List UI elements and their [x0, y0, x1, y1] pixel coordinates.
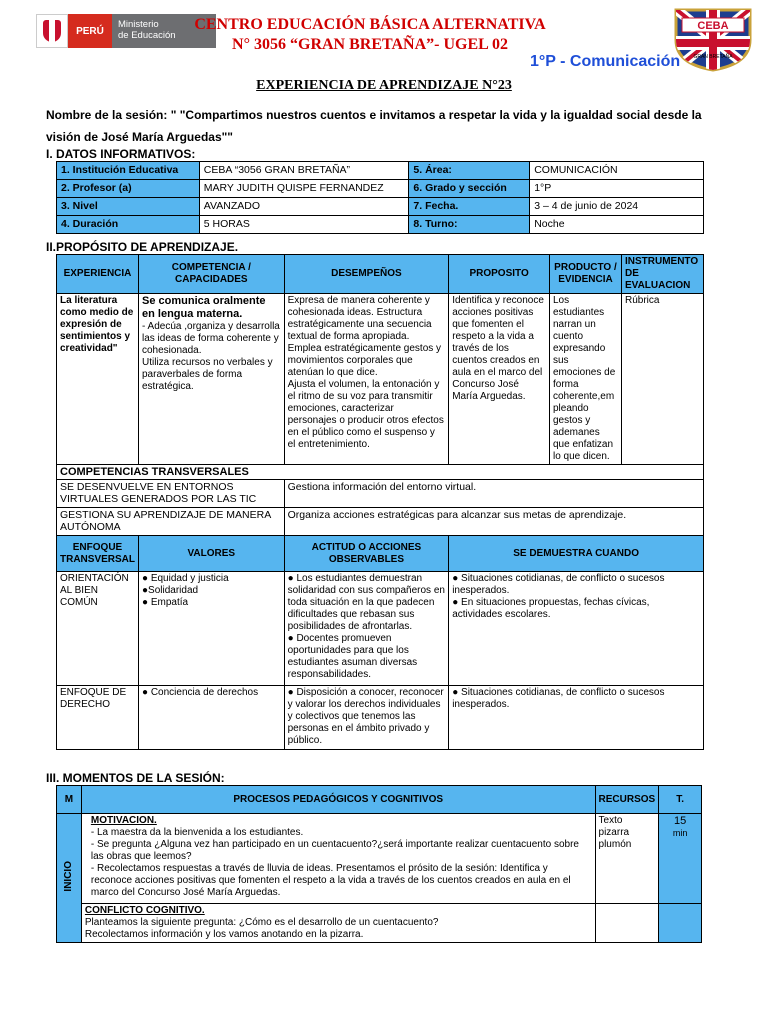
- enfoque-valores: ● Conciencia de derechos: [139, 686, 285, 750]
- logo-subtext: GRAN BRETAÑA: [693, 54, 733, 60]
- section-proposito-title: II.PROPÓSITO DE APRENDIZAJE.: [46, 240, 239, 254]
- conflicto-row: [57, 904, 702, 943]
- info-key: 3. Nivel: [57, 198, 200, 216]
- enfoque-cuando: ● Situaciones cotidianas, de conflicto o sucesos inesperados.: [449, 686, 704, 750]
- info-row: [57, 162, 704, 180]
- transversal-competencia: SE DESENVUELVE EN ENTORNOS VIRTUALES GENERADOS POR LAS TIC: [57, 480, 285, 508]
- inicio-label: INICIO: [62, 860, 74, 892]
- section-momentos-title: III. MOMENTOS DE LA SESIÓN:: [46, 771, 225, 785]
- moments-table: [56, 785, 702, 943]
- header-enfoque: ENFOQUE TRANSVERSAL: [57, 536, 139, 572]
- info-key: 6. Grado y sección: [409, 180, 530, 198]
- motivacion-row: [57, 814, 702, 904]
- proposito-cell: Identifica y reconoce acciones positivas que fomenten el respeto a la vida a través de los cuentos creados en aula en el marco del Concurso José María Arguedas.: [449, 294, 550, 465]
- peru-shield-icon: [36, 14, 68, 48]
- conflicto-cell: [81, 904, 595, 943]
- competencia-title: Se comunica oralmente en lengua materna.: [142, 295, 266, 320]
- header-recursos: RECURSOS: [595, 786, 659, 814]
- motivacion-body: - La maestra da la bienvenida a los estudiantes. - Se pregunta ¿Alguna vez han participado en un cuentacuento?¿será importante realizar cuentacuento sobre las obras que leemos? - Recolectamos respuestas a través de lluvia de ideas. Presentamos el prósito de la sesión: Identifica y reconoce acciones positivas que fomenten el respeto a la vida a través de los cuentos creados en aula en el marco del Concurso José María Arguedas.: [90, 827, 579, 898]
- minedu-peru-label: PERÚ: [68, 14, 112, 48]
- school-title: [150, 15, 590, 55]
- info-value: COMUNICACIÓN: [530, 162, 704, 180]
- header-actitud: ACTITUD O ACCIONES OBSERVABLES: [284, 536, 449, 572]
- transversal-row: [57, 480, 704, 508]
- enfoque-valores: ● Equidad y justicia ●Solidaridad ● Empatía: [139, 572, 285, 686]
- purpose-header-row: [57, 255, 704, 294]
- instrumento-cell: Rúbrica: [621, 294, 703, 465]
- info-row: [57, 180, 704, 198]
- info-key: 5. Área:: [409, 162, 530, 180]
- info-value: 5 HORAS: [199, 216, 409, 234]
- header-m: M: [57, 786, 82, 814]
- motivacion-cell: [81, 814, 595, 904]
- header-tiempo: T.: [659, 786, 702, 814]
- header-proposito: PROPOSITO: [449, 255, 550, 294]
- enfoque-cuando: ● Situaciones cotidianas, de conflicto o sucesos inesperados. ● En situaciones propuestas, fechas cívicas, actividades escolares.: [449, 572, 704, 686]
- purpose-table: [56, 254, 704, 750]
- tiempo-value: 15: [673, 815, 687, 827]
- transversal-descripcion: Organiza acciones estratégicas para alcanzar sus metas de aprendizaje.: [284, 508, 703, 536]
- ceba-shield-icon: [672, 6, 754, 72]
- recursos-cell-empty: [595, 904, 659, 943]
- info-value: Noche: [530, 216, 704, 234]
- transversal-row: [57, 508, 704, 536]
- header-instrumento: INSTRUMENTO DE EVALUACION: [621, 255, 703, 294]
- header-competencia: COMPETENCIA / CAPACIDADES: [139, 255, 285, 294]
- experiencia-cell: La literatura como medio de expresión de sentimientos y creatividad": [57, 294, 139, 465]
- header-desempenos: DESEMPEÑOS: [284, 255, 449, 294]
- info-value: MARY JUDITH QUISPE FERNANDEZ: [199, 180, 409, 198]
- info-key: 8. Turno:: [409, 216, 530, 234]
- competencia-body: - Adecúa ,organiza y desarrolla las ideas de forma coherente y cohesionada. Utiliza recursos no verbales y paraverbales de forma estratégica.: [142, 321, 280, 392]
- section-datos-title: I. DATOS INFORMATIVOS:: [46, 147, 196, 161]
- minedu-ministry-label: Ministerio de Educación: [112, 14, 216, 48]
- header-se-demuestra: SE DEMUESTRA CUANDO: [449, 536, 704, 572]
- enfoque-row: [57, 686, 704, 750]
- school-title-line2: N° 3056 “GRAN BRETAÑA”- UGEL 02: [232, 36, 508, 53]
- experience-title: EXPERIENCIA DE APRENDIZAJE N°23: [256, 78, 512, 93]
- purpose-row: [57, 294, 704, 465]
- desempenos-cell: Expresa de manera coherente y cohesionada ideas. Estructura estratégicamente una secuencia textual de forma apropiada. Emplea estratégicamente gestos y movimientos corporales que atenúan lo que dice. Ajusta el volumen, la entonación y el ritmo de su voz para transmitir emociones, caracterizar personajes o producir otros efectos en el público como el suspenso y el entretenimiento.: [284, 294, 449, 465]
- recursos-cell: Texto pizarra plumón: [595, 814, 659, 904]
- tiempo-cell-empty: [659, 904, 702, 943]
- moments-header-row: [57, 786, 702, 814]
- info-key: 4. Duración: [57, 216, 200, 234]
- transversal-competencia: GESTIONA SU APRENDIZAJE DE MANERA AUTÓNOMA: [57, 508, 285, 536]
- school-title-line1: CENTRO EDUCACIÓN BÁSICA ALTERNATIVA: [194, 16, 546, 33]
- header-valores: VALORES: [139, 536, 285, 572]
- info-value: AVANZADO: [199, 198, 409, 216]
- header-procesos: PROCESOS PEDAGÓGICOS Y COGNITIVOS: [81, 786, 595, 814]
- info-key: 1. Institución Educativa: [57, 162, 200, 180]
- info-value: 1°P: [530, 180, 704, 198]
- tiempo-cell: [659, 814, 702, 904]
- header-experiencia: EXPERIENCIA: [57, 255, 139, 294]
- tiempo-unit: min: [672, 828, 688, 838]
- transversales-title-row: [57, 465, 704, 480]
- info-row: [57, 198, 704, 216]
- transversales-title: COMPETENCIAS TRANSVERSALES: [57, 465, 704, 480]
- enfoque-name: ORIENTACIÓN AL BIEN COMÚN: [57, 572, 139, 686]
- conflicto-body: Planteamos la siguiente pregunta: ¿Cómo es el desarrollo de un cuentacuento? Recolectamos información y los vamos anotando en la pizarra.: [84, 917, 439, 940]
- logo-text: CEBA: [697, 20, 729, 32]
- producto-cell: Los estudiantes narran un cuento expresando sus emociones de forma coherente,em pleando gestos y ademanes que enfatizan lo que dicen.: [550, 294, 622, 465]
- info-key: 2. Profesor (a): [57, 180, 200, 198]
- session-name: Nombre de la sesión: " "Compartimos nuestros cuentos e invitamos a respetar la vida y la igualdad social desde la visión de José María Arguedas"": [46, 108, 702, 144]
- info-table: [56, 161, 704, 234]
- level-label: 1°P - Comunicación: [530, 53, 681, 70]
- info-value: CEBA “3056 GRAN BRETAÑA”: [199, 162, 409, 180]
- enfoque-name: ENFOQUE DE DERECHO: [57, 686, 139, 750]
- info-value: 3 – 4 de junio de 2024: [530, 198, 704, 216]
- header-producto: PRODUCTO / EVIDENCIA: [550, 255, 622, 294]
- info-key: 7. Fecha.: [409, 198, 530, 216]
- conflicto-title: CONFLICTO COGNITIVO.: [84, 905, 205, 916]
- transversal-descripcion: Gestiona información del entorno virtual.: [284, 480, 703, 508]
- enfoque-actitud: ● Los estudiantes demuestran solidaridad con sus compañeros en toda situación en la que padecen dificultades que rebasan sus posibilidades de afrontarlas. ● Docentes promueven oportunidades para que los estudiantes asuman diversas responsabilidades.: [284, 572, 449, 686]
- enfoque-actitud: ● Disposición a conocer, reconocer y valorar los derechos individuales y colectivos que tenemos las personas en el ámbito privado y público.: [284, 686, 449, 750]
- enfoque-row: [57, 572, 704, 686]
- motivacion-title: MOTIVACION.: [90, 815, 157, 826]
- competencia-cell: [139, 294, 285, 465]
- inicio-cell: [57, 814, 82, 943]
- enfoque-header-row: [57, 536, 704, 572]
- info-row: [57, 216, 704, 234]
